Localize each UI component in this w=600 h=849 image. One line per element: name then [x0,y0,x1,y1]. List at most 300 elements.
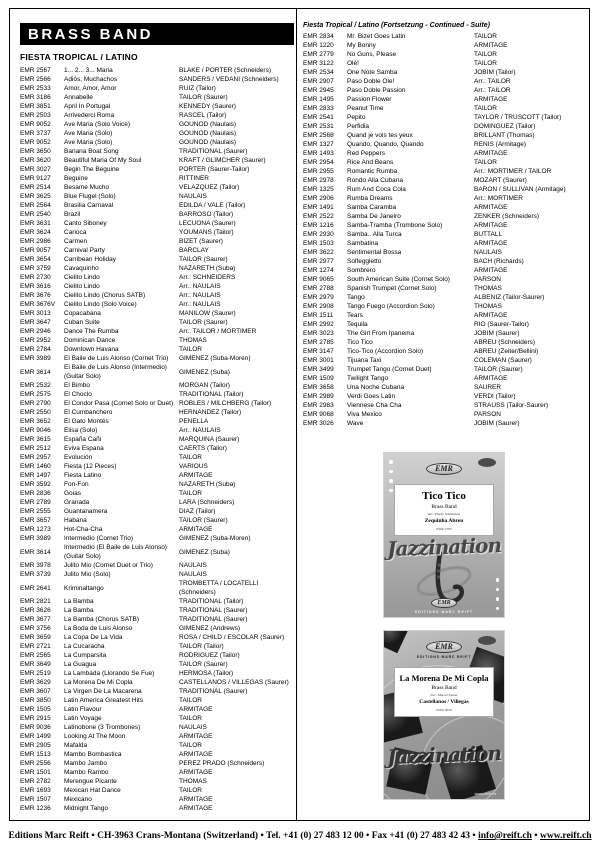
row-title: Peanut Time [347,105,384,112]
catalog-row [303,122,585,131]
row-title: Ave Maria (Solo) [64,130,113,137]
row-title: Brazil [64,211,81,218]
catalog-row [20,759,294,768]
row-composer: EDILDA / VALE (Tailor) [179,202,246,209]
row-composer: PORTER (Saurer-Tailor) [179,166,250,173]
row-composer: THOMAS [179,778,207,785]
row-title: Intermedio (El Baile de Luis Alonso) (Guitar Solo) [64,544,167,560]
catalog-row [303,50,585,59]
cover-composer: Castellanos / Villegas [419,699,469,705]
row-title: Sambatina [347,240,379,247]
row-emr-number: EMR 9052 [20,121,51,128]
row-title: La Guagua [64,661,97,668]
catalog-row [20,120,294,129]
catalog-row [20,651,294,660]
row-composer: ARMITAGE [179,733,213,740]
row-emr-number: EMR 3499 [303,366,334,373]
row-title: Cavaquinho [64,265,99,272]
row-emr-number: EMR 1327 [303,141,334,148]
row-title: Sombrero [347,267,376,274]
row-composer: TAILOR [179,454,202,461]
row-composer: PEREZ PRADO (Schneiders) [179,760,265,767]
row-title: Pepito [347,114,366,121]
row-emr-number: EMR 1511 [303,312,334,319]
row-composer: KRAFT / GLIMCHER (Saurer) [179,157,266,164]
row-title: Cuban Suite [64,319,100,326]
row-title: El Baile de Luis Alonso (Cornet Trio) [64,355,169,362]
row-composer: STRAUSS (Tailor-Saurer) [474,402,549,409]
row-emr-number: EMR 3027 [20,166,51,173]
row-emr-number: EMR 2930 [303,231,334,238]
row-emr-number: EMR 3650 [20,148,51,155]
catalog-row [20,795,294,804]
catalog-row [20,570,294,579]
catalog-row [20,489,294,498]
row-title: Tico-Tico (Accordion Solo) [347,348,424,355]
cover-ref-number: EMR 3629 [436,708,452,712]
row-composer: MARQUINA (Saurer) [179,436,240,443]
row-emr-number: EMR 2907 [303,78,334,85]
row-title: Ave Maria (Solo) [64,139,113,146]
row-emr-number: EMR 3616 [20,283,51,290]
row-composer: RITTINER [179,175,209,182]
row-title: Carmen [64,238,88,245]
row-title: Rondo Alla Cubana [347,177,404,184]
row-emr-number: EMR 2983 [303,402,334,409]
catalog-row [20,804,294,813]
catalog-row [20,228,294,237]
row-composer: CASTELLANOS / VILLEGAS (Saurer) [179,679,289,686]
row-emr-number: EMR 2721 [20,643,51,650]
catalog-row [20,507,294,516]
catalog-row [20,642,294,651]
emr-logo-text: EMR [426,641,462,653]
catalog-row [303,401,585,410]
row-emr-number: EMR 2992 [303,321,334,328]
row-composer: ALBENIZ (Tailor-Saurer) [474,294,545,301]
row-title: Tequila [347,321,368,328]
row-emr-number: EMR 3625 [20,193,51,200]
row-emr-number: EMR 2978 [303,177,334,184]
cover-website: www.reift.ch [474,791,496,796]
catalog-row [20,723,294,732]
row-composer: ABREU (Zeiter/Bellini) [474,348,539,355]
row-title: No Guns, Please [347,51,397,58]
catalog-row [303,419,585,428]
row-composer: JOBIM (Saurer) [474,420,520,427]
catalog-row [20,219,294,228]
row-composer: ARMITAGE [474,96,508,103]
row-composer: ROBLES / MILCHBERG (Tailor) [179,400,272,407]
row-emr-number: EMR 2788 [303,285,334,292]
row-emr-number: EMR 9057 [20,247,51,254]
catalog-row [20,750,294,759]
row-emr-number: EMR 3614 [20,548,51,556]
row-composer: TRADITIONAL (Saurer) [179,148,248,155]
catalog-row [20,462,294,471]
row-title: Quando, Quando, Quando [347,141,424,148]
row-composer: NAULAIS [179,562,207,569]
catalog-row [303,347,585,356]
row-title: Cielito Lindo (Chorus SATB) [64,292,146,299]
row-title: April In Portugal [64,103,111,110]
row-emr-number: EMR 9065 [303,276,334,283]
row-composer: TAILOR (Saurer) [179,256,228,263]
catalog-row [20,390,294,399]
row-composer: LECUONA (Saurer) [179,220,236,227]
row-title: Downtown Havana [64,346,119,353]
page-footer [0,831,600,842]
section-title: FIESTA TROPICAL / LATINO [20,52,138,62]
row-composer: TROMBETTA / LOCATELLI (Schneiders) [179,580,259,596]
row-emr-number: EMR 1693 [20,787,51,794]
row-emr-number: EMR 3607 [20,688,51,695]
row-composer: ARMITAGE [179,805,213,812]
row-emr-number: EMR 9127 [20,175,51,182]
catalog-row [20,444,294,453]
row-composer: BARROSO (Tailor) [179,211,234,218]
row-composer: ARMITAGE [179,751,213,758]
row-title: Blue Flugel (Solo) [64,193,116,200]
row-composer: GIMENEZ (Suba-Moren) [179,355,251,362]
row-composer: HERMOSA (Tailor) [179,670,234,677]
row-emr-number: EMR 2821 [20,598,51,605]
row-title: Fiesta Latino [64,472,102,479]
row-composer: ARMITAGE [474,150,508,157]
catalog-row [303,104,585,113]
row-composer: TRADITIONAL (Saurer) [179,688,248,695]
catalog-row [20,237,294,246]
row-emr-number: EMR 3649 [20,661,51,668]
row-title: La Copa De La Vida [64,634,123,641]
row-title: Mexican Hat Dance [64,787,121,794]
emr-logo-small-icon: EMR [431,598,456,608]
row-composer: CAERTS (Tailor) [179,445,227,452]
catalog-row [303,194,585,203]
row-composer: ARMITAGE [474,204,508,211]
row-emr-number: EMR 3615 [20,436,51,443]
catalog-row [20,273,294,282]
catalog-row [303,113,585,122]
row-emr-number: EMR 3023 [303,330,334,337]
catalog-row [20,156,294,165]
catalog-row [303,167,585,176]
row-emr-number: EMR 3592 [20,481,51,488]
catalog-row [20,336,294,345]
row-composer: TRADITIONAL (Tailor) [179,391,244,398]
row-title: Viennese Cha Cha [347,402,402,409]
row-title: Verdi Goes Latin [347,393,396,400]
catalog-row [20,633,294,642]
row-title: Paso Doble Ole! [347,78,395,85]
catalog-row [20,75,294,84]
row-title: Mambo Bombastica [64,751,122,758]
row-composer: BARCLAY [179,247,209,254]
catalog-row [303,284,585,293]
catalog-row [303,302,585,311]
catalog-row [303,329,585,338]
row-composer: ARMITAGE [474,375,508,382]
row-composer: TRADITIONAL (Tailor) [179,598,244,605]
catalog-row [303,383,585,392]
catalog-row [303,41,585,50]
row-composer: TRADITIONAL (Saurer) [179,607,248,614]
row-title: 1... 2... 3... Maria [64,67,113,74]
row-title: Beguine [64,175,88,182]
row-title: España Cañi [64,436,102,443]
catalog-row [20,129,294,138]
row-title: Granada [64,499,90,506]
row-emr-number: EMR 1274 [303,267,334,274]
catalog-row [303,338,585,347]
row-title: Annabelle [64,94,93,101]
catalog-row [303,149,585,158]
catalog-row [20,255,294,264]
row-emr-number: EMR 2532 [20,382,51,389]
row-emr-number: EMR 3756 [20,625,51,632]
row-emr-number: EMR 9046 [20,427,51,434]
row-emr-number: EMR 2946 [20,328,51,335]
row-emr-number: EMR 2540 [20,211,51,218]
page-title: BRASS BAND [20,23,294,45]
row-title: Wave [347,420,364,427]
row-title: Una Noche Cubana [347,384,405,391]
row-title: Carioca [64,229,87,236]
catalog-row [20,246,294,255]
row-emr-number: EMR 2784 [20,346,51,353]
row-emr-number: EMR 3614 [20,368,51,376]
catalog-row [20,354,294,363]
row-emr-number: EMR 2979 [303,294,334,301]
cover-publisher: EDITIONS MARC REIFT [414,610,474,614]
row-emr-number: EMR 2789 [20,499,51,506]
row-title: Latin Flavour [64,706,102,713]
footer-website-link[interactable]: www.reift.ch [539,831,592,841]
row-title: Julito Mio (Solo) [64,571,111,578]
catalog-row [303,131,585,140]
catalog-row [303,365,585,374]
row-title: Beautiful Maria Of My Soul [64,157,142,164]
row-title: Rumba Dreams [347,195,393,202]
row-composer: TAILOR [179,715,202,722]
row-title: El Baile de Luis Alonso (Intermedio) (Guitar Solo) [64,364,167,380]
row-composer: RIO (Saurer-Tailor) [474,321,529,328]
catalog-row [20,147,294,156]
row-title: Begin The Beguine [64,166,120,173]
row-title: Quand je vois tes yeux [347,132,413,139]
row-emr-number: EMR 2955 [303,168,334,175]
catalog-row [20,741,294,750]
row-emr-number: EMR 2503 [20,112,51,119]
row-composer: ARMITAGE [179,526,213,533]
catalog-row [303,257,585,266]
row-composer: ARMITAGE [474,312,508,319]
catalog-row [20,363,294,381]
cover-arranger: Arr.: Marcel Saurer [430,693,458,697]
row-title: Tango Fuego (Accordion Solo) [347,303,435,310]
row-emr-number: EMR 3989 [20,355,51,362]
row-composer: HERNANDEZ (Tailor) [179,409,242,416]
row-emr-number: EMR 3978 [20,562,51,569]
cover-title: Tico Tico [422,490,466,502]
row-title: El Gato Montés [64,418,109,425]
row-emr-number: EMR 2915 [20,715,51,722]
row-title: Intermedio (Cornet Trio) [64,535,133,542]
cover-subtitle: Brass Band [431,685,457,691]
row-title: One Note Samba [347,69,398,76]
row-title: Goias [64,490,81,497]
row-emr-number: EMR 2541 [303,114,334,121]
catalog-row [20,201,294,210]
row-composer: PENELLA [179,418,209,425]
footer-email-link[interactable]: info@reift.ch [478,831,532,841]
row-composer: TAILOR [474,33,497,40]
row-emr-number: EMR 1495 [303,96,334,103]
row-title: Evolución [64,454,93,461]
row-title: Midnight Tango [64,805,108,812]
row-composer: BRILLANT (Thomas) [474,132,535,139]
row-composer: BLAKE / PORTER (Schneiders) [179,67,271,74]
row-title: Carribean Holiday [64,256,117,263]
cover-composer: Zequinha Abreu [424,518,464,524]
row-composer: PARSON [474,411,501,418]
row-composer: TAILOR [474,51,497,58]
row-composer: GIMENEZ (Suba-Moren) [179,535,251,542]
catalog-row [303,293,585,302]
cover-footer [384,591,504,614]
row-emr-number: EMR 2782 [20,778,51,785]
emr-logo-icon [384,458,504,476]
row-title: Red Peppers [347,150,385,157]
row-composer: BIZET (Saurer) [179,238,223,245]
catalog-row [20,660,294,669]
catalog-row [20,732,294,741]
footer-text: Editions Marc Reift • CH-3963 Crans-Montana (Switzerland) • Tel. +41 (0) 27 483 12 00 • Fax +41 (0) 27 483 42 43 • [8,831,479,841]
section-continued-title: Fiesta Tropical / Latino (Fortsetzung - Continued - Suite) [303,22,490,29]
row-composer: COLEMAN (Saurer) [474,357,532,364]
row-emr-number: EMR 3026 [303,420,334,427]
row-title: Paso Doble Passion [347,87,406,94]
cover-ref-number: EMR 2785 [436,527,452,531]
row-emr-number: EMR 3631 [20,220,51,227]
row-composer: KENNEDY (Saurer) [179,103,236,110]
catalog-row [20,192,294,201]
row-composer: SAURER [474,384,502,391]
row-title: Banana Boat Song [64,148,119,155]
row-composer: ARMITAGE [474,267,508,274]
row-emr-number: EMR 1499 [20,733,51,740]
row-emr-number: EMR 1491 [303,204,334,211]
catalog-row [303,266,585,275]
row-title: South American Suite (Cornet Solo) [347,276,450,283]
row-emr-number: EMR 2550 [20,409,51,416]
row-composer: TAILOR (Saurer) [179,661,228,668]
row-composer: TAILOR [474,105,497,112]
catalog-row [20,282,294,291]
row-composer: GIMENEZ (Andrews) [179,625,241,632]
catalog-row [20,696,294,705]
row-composer: RUIZ (Tailor) [179,85,216,92]
row-composer: VELAZQUEZ (Tailor) [179,184,240,191]
row-title: Rum And Coca Cola [347,186,406,193]
row-emr-number: EMR 1273 [20,526,51,533]
row-composer: MOZART (Saurer) [474,177,527,184]
catalog-row [20,669,294,678]
row-title: Olé! [347,60,359,67]
row-composer: Arr.: TAILOR / MORTIMER [179,328,257,335]
row-emr-number: EMR 2514 [20,184,51,191]
row-emr-number: EMR 2564 [20,202,51,209]
row-composer: NAZARETH (Suba) [179,265,236,272]
row-composer: DOMINGUEZ (Tailor) [474,123,536,130]
row-composer: SANDERS / VEDANI (Schneiders) [179,76,279,83]
row-title: Julito Mio (Cornet Duet or Trio) [64,562,153,569]
row-title: Rice And Beans [347,159,394,166]
row-composer: BARON / SULLIVAN (Armitage) [474,186,566,193]
row-title: Passion Flower [347,96,392,103]
row-emr-number: EMR 1220 [303,42,334,49]
catalog-row [20,210,294,219]
catalog-list-right [303,32,585,428]
row-composer: TAILOR (Saurer) [179,517,228,524]
row-emr-number: EMR 3739 [20,571,51,578]
row-title: La Cucaracha [64,643,105,650]
catalog-row [303,230,585,239]
row-title: Besame Mucho [64,184,110,191]
row-emr-number: EMR 2834 [303,33,334,40]
row-composer: TAILOR (Saurer) [179,94,228,101]
row-composer: TAILOR [474,159,497,166]
row-composer: NAULAIS [179,724,207,731]
row-emr-number: EMR 3658 [303,384,334,391]
row-title: Carnival Party [64,247,105,254]
row-emr-number: EMR 3147 [303,348,334,355]
cover-la-morena [383,630,505,800]
catalog-row [20,93,294,102]
row-composer: PARSON [474,276,501,283]
row-composer: RODRIGUEZ (Tailor) [179,652,240,659]
row-title: La Lambada (Llorando Se Fue) [64,670,155,677]
row-title: Samba De Janeiro [347,213,401,220]
row-title: Hot-Cha-Cha [64,526,103,533]
row-emr-number: EMR 2785 [303,339,334,346]
row-title: Samba.. Alla Turca [347,231,402,238]
row-composer: TAILOR [474,60,497,67]
row-title: Tijuana Taxi [347,357,382,364]
row-composer: TAILOR [179,787,202,794]
catalog-row [303,311,585,320]
row-title: Dominican Dance [64,337,116,344]
row-emr-number: EMR 2833 [303,105,334,112]
row-composer: ARMITAGE [179,472,213,479]
catalog-row [20,597,294,606]
cover-title-box [394,667,495,717]
row-emr-number: EMR 1236 [20,805,51,812]
row-emr-number: EMR 1460 [20,463,51,470]
row-composer: VERDI (Tailor) [474,393,516,400]
row-emr-number: EMR 3676 [20,292,51,299]
row-composer: ARMITAGE [179,706,213,713]
row-emr-number: EMR 1216 [303,222,334,229]
row-emr-number: EMR 2534 [303,69,334,76]
row-title: Tico Tico [347,339,373,346]
row-composer: TAILOR (Saurer) [179,319,228,326]
row-emr-number: EMR 2986 [20,238,51,245]
row-emr-number: EMR 3850 [20,697,51,704]
catalog-row [20,426,294,435]
catalog-row [303,239,585,248]
catalog-row [20,579,294,597]
